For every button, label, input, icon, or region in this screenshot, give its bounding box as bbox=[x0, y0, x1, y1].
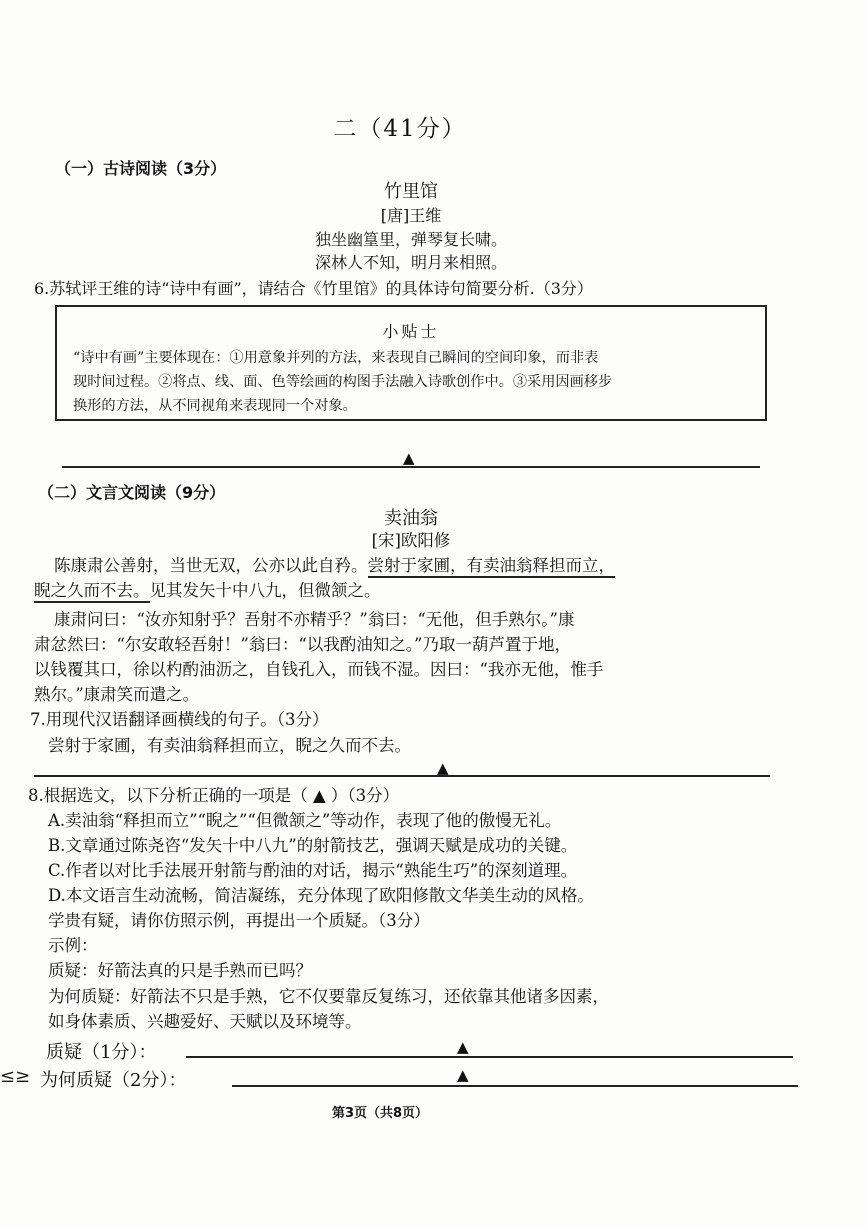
answer-line-why[interactable] bbox=[232, 1085, 798, 1087]
passage-para2-line: 以钱覆其口，徐以杓酌油沥之，自钱孔入，而钱不湿。因曰：“我亦无他，惟手 bbox=[34, 660, 604, 679]
page-footer: 第3页（共8页） bbox=[331, 1106, 429, 1121]
question-6: 6.苏轼评王维的诗“诗中有画”，请结合《竹里馆》的具体诗句简要分析.（3分） bbox=[34, 279, 593, 298]
part2-heading: （二）文言文阅读（9分） bbox=[38, 483, 226, 502]
option-c: C.作者以对比手法展开射箭与酌油的对话，揭示“熟能生巧”的深刻道理。 bbox=[48, 861, 578, 880]
tip-line: “诗中有画”主要体现在：①用意象并列的方法，来表现自己瞬间的空间印象，而非表 bbox=[73, 350, 599, 366]
doubt-label: 质疑（1分）： bbox=[46, 1042, 157, 1063]
answer-marker: ▲ bbox=[457, 1038, 469, 1056]
passage-title: 卖油翁 bbox=[384, 508, 438, 529]
answer-line-doubt[interactable] bbox=[186, 1056, 793, 1058]
underlined-sentence-part1: 尝射于家圃，有卖油翁释担而立， bbox=[368, 556, 616, 578]
answer-line-q7[interactable] bbox=[34, 775, 770, 777]
tip-box bbox=[55, 305, 767, 421]
answer-marker: ▲ bbox=[457, 1066, 469, 1084]
answer-marker: ▲ bbox=[437, 759, 449, 777]
passage-para2-line: 肃忿然曰：“尔安敢轻吾射！”翁曰：“以我酌油知之。”乃取一葫芦置于地， bbox=[34, 635, 571, 654]
para1-text: 陈康肃公善射，当世无双，公亦以此自矜。 bbox=[54, 556, 368, 575]
poem-line: 深林人不知，明月来相照。 bbox=[314, 253, 507, 272]
option-d: D.本文语言生动流畅，简洁凝练，充分体现了欧阳修散文华美生动的风格。 bbox=[48, 886, 594, 905]
example-reason: 为何质疑：好箭法不只是手熟，它不仅要靠反复练习，还依靠其他诸多因素， bbox=[48, 987, 609, 1006]
passage-para1-line2 bbox=[34, 577, 381, 601]
tip-line: 现时间过程。②将点、线、面、色等绘画的构图手法融入诗歌创作中。③采用因画移步 bbox=[73, 374, 613, 390]
passage-author: [宋]欧阳修 bbox=[371, 531, 451, 550]
answer-line-q6[interactable] bbox=[62, 466, 760, 468]
poem-title: 竹里馆 bbox=[384, 181, 438, 202]
example-reason: 如身体素质、兴趣爱好、天赋以及环境等。 bbox=[48, 1012, 362, 1031]
passage-para2-line: 康肃问曰：“汝亦知射乎？吾射不亦精乎？”翁曰：“无他，但手熟尔。”康 bbox=[54, 610, 575, 629]
passage-para2-line: 熟尔。”康肃笑而遣之。 bbox=[34, 685, 200, 704]
question-7: 7.用现代汉语翻译画横线的句子。（3分） bbox=[30, 710, 329, 729]
option-b: B.文章通过陈尧咨“发矢十中八九”的射箭技艺，强调天赋是成功的关键。 bbox=[48, 836, 578, 855]
option-a: A.卖油翁“释担而立”“睨之”“但微颔之”等动作，表现了他的傲慢无礼。 bbox=[48, 811, 562, 830]
answer-marker: ▲ bbox=[403, 449, 415, 467]
section-title: 二（41分） bbox=[333, 116, 467, 142]
para1-text: 见其发矢十中八九，但微颔之。 bbox=[149, 581, 381, 600]
part1-heading: （一）古诗阅读（3分） bbox=[55, 159, 227, 178]
underlined-sentence-part2: 睨之久而不去。 bbox=[34, 581, 150, 603]
question-9: 学贵有疑，请你仿照示例，再提出一个质疑。（3分） bbox=[48, 911, 430, 930]
poem-author: [唐]王维 bbox=[380, 206, 442, 225]
why-label: 为何质疑（2分）： bbox=[40, 1070, 187, 1091]
passage-para1-line1 bbox=[54, 552, 615, 576]
question-8: 8.根据选文，以下分析正确的一项是（ ▲ ）（3分） bbox=[28, 786, 400, 805]
margin-mark: ≤≥ bbox=[0, 1066, 31, 1087]
example-label: 示例： bbox=[48, 936, 98, 955]
tip-title: 小贴士 bbox=[382, 322, 440, 341]
poem-line: 独坐幽篁里，弹琴复长啸。 bbox=[314, 230, 507, 249]
tip-line: 换形的方法，从不同视角来表现同一个对象。 bbox=[73, 398, 357, 414]
example-question: 质疑：好箭法真的只是手熟而已吗？ bbox=[48, 961, 312, 980]
question-7-sentence: 尝射于家圃，有卖油翁释担而立，睨之久而不去。 bbox=[48, 736, 411, 755]
